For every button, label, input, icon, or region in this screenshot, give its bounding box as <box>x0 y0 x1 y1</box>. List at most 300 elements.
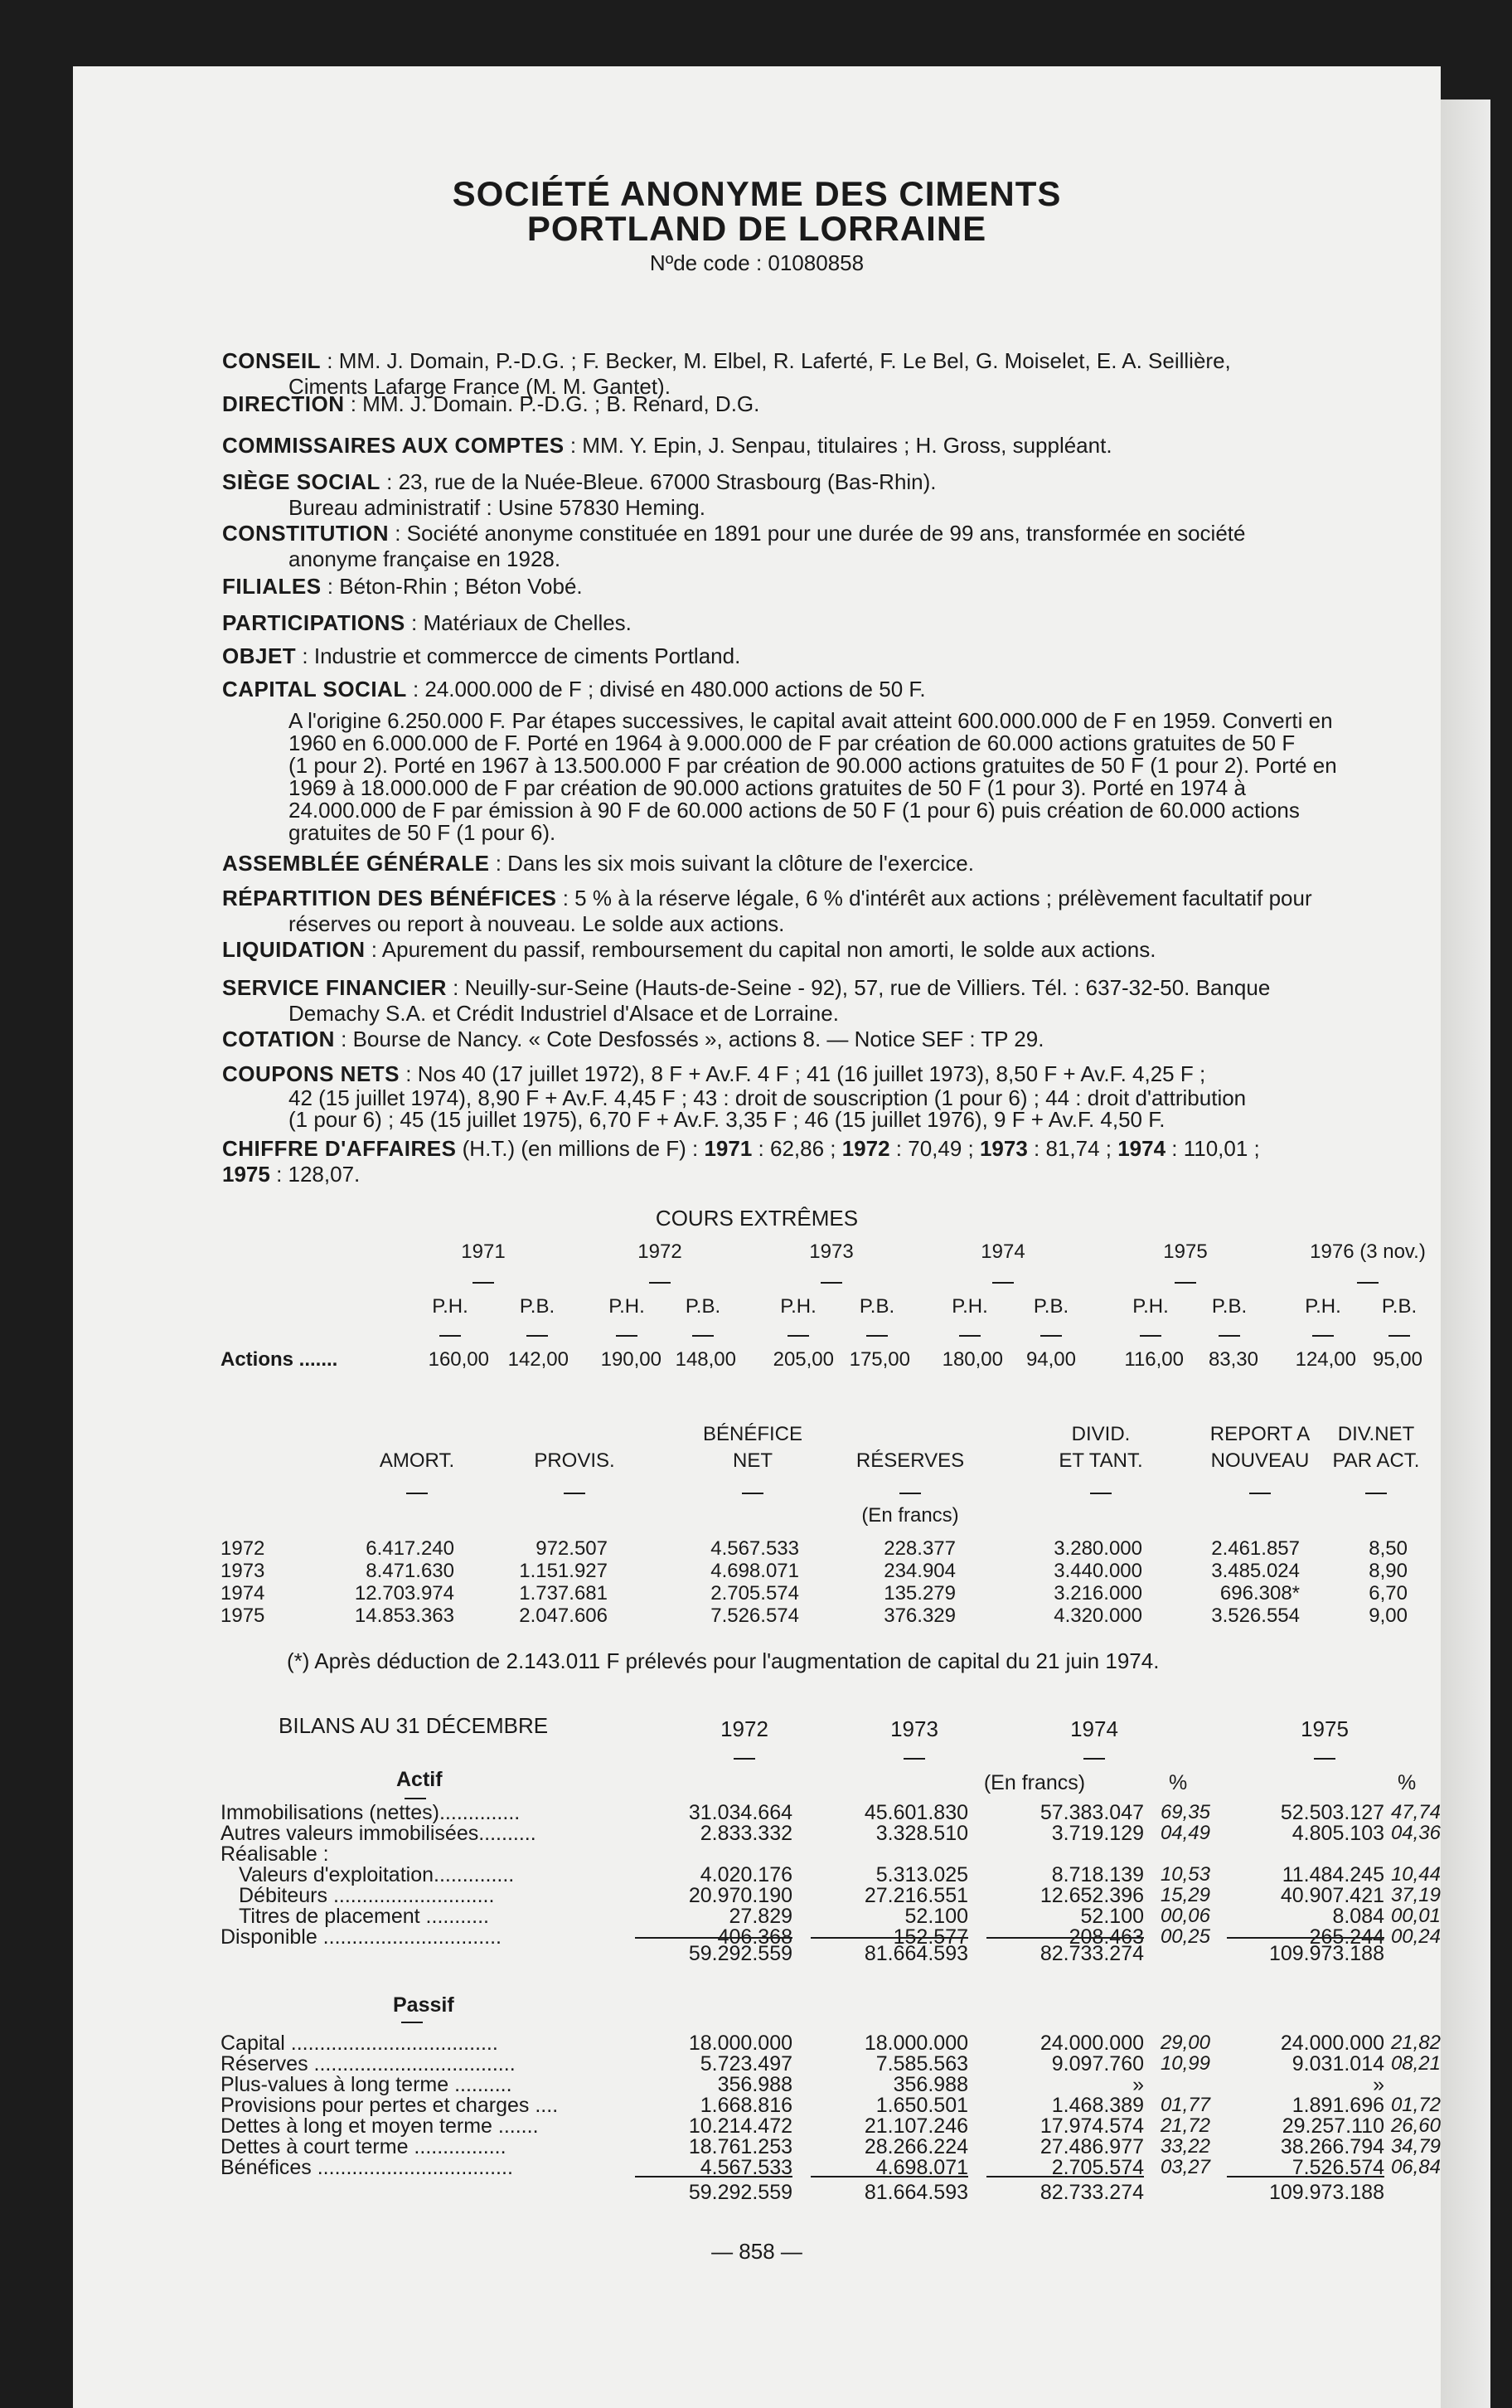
chiffre-year: 1971 <box>704 1136 753 1161</box>
cours-col-rule <box>1388 1335 1410 1337</box>
passif-row-p74: 33,22 <box>1160 2135 1210 2158</box>
passif-row-v75: 9.031.014 <box>1292 2052 1384 2075</box>
section-line <box>222 643 1408 669</box>
cours-value: 142,00 <box>507 1348 569 1371</box>
actif-row-p74: 00,25 <box>1160 1925 1210 1948</box>
section-key: CONSEIL <box>222 348 322 373</box>
section-line <box>222 975 1408 1001</box>
results-header-l2: NET <box>733 1449 773 1472</box>
section-assembl-e-g-n-rale <box>222 851 1408 876</box>
results-header-l2: PAR ACT. <box>1332 1449 1420 1472</box>
passif-row-v74: 9.097.760 <box>1051 2052 1144 2075</box>
actif-row-v75: 4.805.103 <box>1292 1822 1384 1845</box>
results-reserves: 234.904 <box>884 1560 956 1582</box>
section-participations <box>222 610 1408 636</box>
cours-col-rule <box>692 1335 714 1337</box>
results-year: 1974 <box>220 1582 265 1605</box>
section-key: COMMISSAIRES AUX COMPTES <box>222 433 565 458</box>
passif-row-p75: 21,82 <box>1390 2032 1441 2054</box>
passif-row-v74: 1.468.389 <box>1051 2094 1144 2117</box>
results-header-rule <box>406 1493 428 1494</box>
actif-row-p75: 00,01 <box>1390 1905 1441 1927</box>
coupons-block <box>222 1061 1408 1130</box>
actif-row-v72: 31.034.664 <box>688 1801 792 1824</box>
results-divid: 4.320.000 <box>1054 1605 1142 1627</box>
section-text: : MM. J. Domain, P.-D.G. ; F. Becker, M. Elbel, R. Laferté, F. Le Bel, G. Moiselet, E. A. Seillière, <box>321 348 1231 373</box>
results-note: (*) Après déduction de 2.143.011 F prélevés pour l'augmentation de capital du 21 juin 1974. <box>287 1648 1160 1673</box>
cours-value: 190,00 <box>600 1348 662 1371</box>
chiffre-line-2 <box>222 1162 1408 1187</box>
actif-row-v73: 45.601.830 <box>864 1801 968 1824</box>
section-continuation: anonyme française en 1928. <box>288 546 561 571</box>
results-benef: 7.526.574 <box>710 1605 799 1627</box>
actif-row-v74: 52.100 <box>1080 1905 1144 1928</box>
chiffre-year: 1974 <box>1117 1136 1166 1161</box>
passif-row-p74: 01,77 <box>1160 2094 1210 2116</box>
chiffre-value: : 128,07. <box>269 1162 361 1187</box>
chiffre-value: : 81,74 ; <box>1027 1136 1118 1161</box>
section-line <box>222 886 1408 911</box>
passif-total-v74: 82.733.274 <box>986 2176 1144 2205</box>
results-reserves: 135.279 <box>884 1582 956 1605</box>
capital-history-line: 24.000.000 de F par émission à 90 F de 60.000 actions de 50 F (1 pour 6) puis création de 60.000 actions <box>288 798 1300 823</box>
results-header-l2: AMORT. <box>379 1449 455 1472</box>
passif-row-label: Plus-values à long terme .......... <box>220 2073 512 2096</box>
passif-row-p75: 08,21 <box>1390 2052 1441 2075</box>
actif-row-v75: 11.484.245 <box>1282 1863 1384 1886</box>
section-key: SIÈGE SOCIAL <box>222 469 380 494</box>
cours-col-header: P.H. <box>608 1295 645 1318</box>
actif-row-v72: 20.970.190 <box>688 1884 792 1907</box>
section-text: : 24.000.000 de F ; divisé en 480.000 actions de 50 F. <box>406 677 926 702</box>
company-code: Nºde code : 01080858 <box>649 250 865 275</box>
cours-year-rule <box>472 1282 494 1284</box>
actif-row-v74: 8.718.139 <box>1051 1863 1144 1886</box>
section-continuation: Ciments Lafarge France (M. M. Gantet). <box>288 374 671 399</box>
results-header-l2: RÉSERVES <box>855 1449 965 1472</box>
section-text: : Industrie et commercce de ciments Portland. <box>296 643 741 668</box>
results-year: 1972 <box>220 1537 265 1560</box>
section-key: DIRECTION <box>222 391 345 416</box>
results-amort: 12.703.974 <box>354 1582 454 1605</box>
passif-row-p75: 06,84 <box>1390 2156 1441 2178</box>
passif-row-p75: 26,60 <box>1390 2114 1441 2137</box>
coupons-line <box>222 1061 1408 1087</box>
bilans-year-rule <box>734 1758 755 1760</box>
passif-row-v73: 21.107.246 <box>864 2114 968 2138</box>
section-continuation: Demachy S.A. et Crédit Industriel d'Alsace et de Lorraine. <box>288 1001 839 1026</box>
passif-row-v74: » <box>1132 2073 1144 2096</box>
company-title-line1: SOCIÉTÉ ANONYME DES CIMENTS <box>452 174 1062 213</box>
cours-year-rule <box>1175 1282 1196 1284</box>
results-header-l1: REPORT A <box>1209 1423 1311 1445</box>
results-divid: 3.216.000 <box>1054 1582 1142 1605</box>
actif-row-v74: 57.383.047 <box>1040 1801 1144 1824</box>
section-cotation <box>222 1027 1408 1052</box>
section-direction <box>222 391 1408 417</box>
actif-total-v73: 81.664.593 <box>811 1937 968 1966</box>
results-divnet: 6,70 <box>1369 1582 1408 1605</box>
results-year: 1973 <box>220 1560 265 1582</box>
cours-value: 180,00 <box>942 1348 1003 1371</box>
results-reserves: 376.329 <box>884 1605 956 1627</box>
actif-row-v72: 4.020.176 <box>700 1863 792 1886</box>
cours-col-header: P.B. <box>1381 1295 1418 1318</box>
section-key: RÉPARTITION DES BÉNÉFICES <box>222 886 557 910</box>
actif-row-p74: 00,06 <box>1160 1905 1210 1927</box>
cours-year-rule <box>821 1282 842 1284</box>
passif-row-v75: 38.266.794 <box>1280 2135 1384 2158</box>
cours-value: 175,00 <box>849 1348 910 1371</box>
actif-row-p74: 10,53 <box>1160 1863 1210 1886</box>
passif-row-p74: 03,27 <box>1160 2156 1210 2178</box>
section-text: : Matériaux de Chelles. <box>405 610 632 635</box>
bilans-title: BILANS AU 31 DÉCEMBRE <box>279 1713 549 1738</box>
results-report: 3.526.554 <box>1211 1605 1300 1627</box>
results-benef: 4.567.533 <box>710 1537 799 1560</box>
actif-row-v74: 12.652.396 <box>1040 1884 1144 1907</box>
passif-total-v72: 59.292.559 <box>635 2176 792 2205</box>
section-text: : Dans les six mois suivant la clôture de l'exercice. <box>489 851 974 876</box>
passif-row-p75: 01,72 <box>1390 2094 1441 2116</box>
results-header-rule <box>1090 1493 1112 1494</box>
pct-1974: % <box>1169 1771 1188 1794</box>
actif-row-v72: 406.368 <box>717 1925 792 1949</box>
actif-row-v73: 152.577 <box>893 1925 968 1949</box>
passif-row-v75: 7.526.574 <box>1292 2156 1384 2179</box>
cours-year: 1973 <box>809 1240 854 1263</box>
passif-row-label: Provisions pour pertes et charges .... <box>220 2094 559 2117</box>
section-continuation: Bureau administratif : Usine 57830 Heming. <box>288 495 705 520</box>
passif-row-label: Réserves ................................... <box>220 2052 516 2075</box>
section-line <box>222 469 1408 495</box>
actif-label: Actif <box>396 1768 443 1791</box>
section-constitution <box>222 521 1408 572</box>
passif-row-label: Dettes à long et moyen terme ....... <box>220 2114 539 2138</box>
coupons-cont: (1 pour 6) ; 45 (15 juillet 1975), 6,70 F + Av.F. 3,35 F ; 46 (15 juillet 1976), 9 F + Av.F. 4,50 F. <box>288 1107 1166 1132</box>
results-divid: 3.280.000 <box>1054 1537 1142 1560</box>
cours-col-rule <box>959 1335 981 1337</box>
bilans-year: 1974 <box>1070 1716 1118 1741</box>
actif-rule <box>405 1798 426 1799</box>
results-provis: 1.151.927 <box>519 1560 608 1582</box>
section-text: : 23, rue de la Nuée-Bleue. 67000 Strasbourg (Bas-Rhin). <box>380 469 937 494</box>
results-header-l2: NOUVEAU <box>1210 1449 1310 1472</box>
section-key: CHIFFRE D'AFFAIRES <box>222 1136 457 1161</box>
actif-row-v75: 265.244 <box>1309 1925 1384 1949</box>
section-key: OBJET <box>222 643 297 668</box>
results-reserves: 228.377 <box>884 1537 956 1560</box>
actif-row-label: Valeurs d'exploitation.............. <box>239 1863 515 1886</box>
section-text: : MM. J. Domain. P.-D.G. ; B. Renard, D.G. <box>344 391 760 416</box>
cours-row-label: Actions ....... <box>220 1348 338 1371</box>
capital-history-line: 1969 à 18.000.000 de F par création de 90.000 actions gratuites de 50 F (1 pour 3). Porté en 1974 à <box>288 775 1246 800</box>
actif-row-label: Disponible ............................... <box>220 1925 502 1949</box>
actif-row-v75: 52.503.127 <box>1280 1801 1384 1824</box>
section-continuation: réserves ou report à nouveau. Le solde aux actions. <box>288 911 785 936</box>
section-key: CAPITAL SOCIAL <box>222 677 407 702</box>
section-liquidation <box>222 937 1408 963</box>
bilans-year: 1975 <box>1301 1716 1349 1741</box>
capital-history-line: 1960 en 6.000.000 de F. Porté en 1964 à 9.000.000 de F par création de 60.000 actions gratuites de 50 F <box>288 731 1296 755</box>
results-report: 2.461.857 <box>1211 1537 1300 1560</box>
section-key: COUPONS NETS <box>222 1061 400 1086</box>
section-key: ASSEMBLÉE GÉNÉRALE <box>222 851 490 876</box>
actif-row-v75: 40.907.421 <box>1280 1884 1384 1907</box>
cours-col-rule <box>788 1335 809 1337</box>
cours-value: 205,00 <box>773 1348 834 1371</box>
results-header-l2: ET TANT. <box>1059 1449 1143 1472</box>
cours-col-rule <box>1312 1335 1334 1337</box>
coupons-text: : Nos 40 (17 juillet 1972), 8 F + Av.F. 4 F ; 41 (16 juillet 1973), 8,50 F + Av.F. 4,25 F ; <box>400 1061 1206 1086</box>
section-key: COTATION <box>222 1027 335 1051</box>
section-line <box>222 937 1408 963</box>
cours-col-header: P.B. <box>519 1295 555 1318</box>
section-line <box>222 391 1408 417</box>
cours-col-header: P.H. <box>1132 1295 1169 1318</box>
actif-row-p75: 10,44 <box>1390 1863 1441 1886</box>
section-si-ge-social <box>222 469 1408 521</box>
passif-row-v72: 4.567.533 <box>700 2156 792 2179</box>
cours-value: 148,00 <box>675 1348 736 1371</box>
cours-value: 160,00 <box>428 1348 489 1371</box>
actif-row-label: Débiteurs ............................ <box>239 1884 495 1907</box>
capital-history-line: A l'origine 6.250.000 F. Par étapes successives, le capital avait atteint 600.000.000 de F en 1959. Converti en <box>288 708 1333 733</box>
results-header-rule <box>564 1493 585 1494</box>
actif-row-v72: 2.833.332 <box>700 1822 792 1845</box>
cours-col-header: P.H. <box>952 1295 988 1318</box>
cours-col-rule <box>1140 1335 1161 1337</box>
passif-row-v72: 5.723.497 <box>700 2052 792 2075</box>
actif-row-v73: 27.216.551 <box>864 1884 968 1907</box>
actif-row-p75: 04,36 <box>1390 1822 1441 1844</box>
results-header-l1: DIVID. <box>1071 1423 1131 1445</box>
chiffre-value: : 70,49 ; <box>889 1136 980 1161</box>
results-amort: 14.853.363 <box>354 1605 454 1627</box>
results-report: 696.308* <box>1219 1582 1300 1605</box>
passif-row-v75: 29.257.110 <box>1282 2114 1384 2138</box>
passif-row-p74: 29,00 <box>1160 2032 1210 2054</box>
results-year: 1975 <box>220 1605 265 1627</box>
cours-year-rule <box>992 1282 1014 1284</box>
actif-total-v75: 109.973.188 <box>1227 1937 1384 1966</box>
results-header-l1: DIV.NET <box>1337 1423 1415 1445</box>
bilans-year: 1973 <box>890 1716 938 1741</box>
passif-row-v73: 28.266.224 <box>864 2135 968 2158</box>
chiffre-line <box>222 1136 1408 1162</box>
actif-total-v72: 59.292.559 <box>635 1937 792 1966</box>
passif-row-v73: 356.988 <box>893 2073 968 2096</box>
actif-row-label: Réalisable : <box>220 1842 329 1866</box>
passif-row-v73: 18.000.000 <box>864 2032 968 2055</box>
results-benef: 4.698.071 <box>710 1560 799 1582</box>
results-provis: 2.047.606 <box>519 1605 608 1627</box>
passif-row-v74: 2.705.574 <box>1051 2156 1144 2179</box>
passif-row-v75: » <box>1373 2073 1384 2096</box>
actif-row-v73: 52.100 <box>904 1905 968 1928</box>
passif-total-v75: 109.973.188 <box>1227 2176 1384 2205</box>
actif-row-v73: 3.328.510 <box>875 1822 968 1845</box>
chiffre-block <box>222 1136 1408 1187</box>
cours-value: 94,00 <box>1025 1348 1076 1371</box>
cours-col-header: P.B. <box>685 1295 721 1318</box>
actif-row-v74: 208.463 <box>1069 1925 1144 1949</box>
cours-col-header: P.B. <box>859 1295 895 1318</box>
section-commissaires-aux-comptes <box>222 433 1408 459</box>
page-number: — 858 — <box>711 2239 802 2264</box>
actif-row-v75: 8.084 <box>1332 1905 1384 1928</box>
coupons-cont: 42 (15 juillet 1974), 8,90 F + Av.F. 4,45 F ; 43 : droit de souscription (1 pour 6) ; 44 : droit d'attribution <box>288 1085 1247 1110</box>
results-report: 3.485.024 <box>1211 1560 1300 1582</box>
passif-label: Passif <box>393 1993 454 2017</box>
cours-year-rule <box>1357 1282 1379 1284</box>
results-divnet: 8,50 <box>1369 1537 1408 1560</box>
passif-row-v72: 1.668.816 <box>700 2094 792 2117</box>
section-line <box>222 610 1408 636</box>
capital-history-line: gratuites de 50 F (1 pour 6). <box>288 820 556 845</box>
chiffre-year: 1972 <box>841 1136 890 1161</box>
section-text: : 5 % à la réserve légale, 6 % d'intérêt aux actions ; prélèvement facultatif pour <box>556 886 1312 910</box>
cours-col-header: P.B. <box>1033 1295 1069 1318</box>
results-provis: 1.737.681 <box>519 1582 608 1605</box>
passif-row-v74: 17.974.574 <box>1040 2114 1144 2138</box>
actif-row-p74: 15,29 <box>1160 1884 1210 1906</box>
cours-value: 95,00 <box>1372 1348 1422 1371</box>
actif-row-p75: 47,74 <box>1390 1801 1441 1823</box>
results-amort: 8.471.630 <box>366 1560 454 1582</box>
capital-history-line: (1 pour 2). Porté en 1967 à 13.500.000 F par création de 90.000 actions gratuites de 50 F (1 pour 2). Porté en <box>288 753 1337 778</box>
results-header-rule <box>1249 1493 1271 1494</box>
document-page <box>73 66 1441 2408</box>
cours-year: 1975 <box>1163 1240 1208 1263</box>
results-header-l1: BÉNÉFICE <box>702 1423 803 1445</box>
passif-row-p74: 21,72 <box>1160 2114 1210 2137</box>
chiffre-year: 1975 <box>222 1162 270 1187</box>
adjacent-page-edge <box>1441 100 1490 2408</box>
chiffre-intro: (H.T.) (en millions de F) : <box>456 1136 705 1161</box>
section-line <box>222 521 1408 546</box>
company-title-line2: PORTLAND DE LORRAINE <box>526 209 987 248</box>
section-text: : Bourse de Nancy. « Cote Desfossés », actions 8. — Notice SEF : TP 29. <box>334 1027 1044 1051</box>
passif-total-v73: 81.664.593 <box>811 2176 968 2205</box>
section-line <box>222 574 1408 600</box>
section-line <box>222 851 1408 876</box>
cours-col-header: P.H. <box>432 1295 468 1318</box>
results-amort: 6.417.240 <box>366 1537 454 1560</box>
section-line <box>222 433 1408 459</box>
passif-row-v72: 18.761.253 <box>688 2135 792 2158</box>
passif-rule <box>401 2022 423 2023</box>
section-text: : Béton-Rhin ; Béton Vobé. <box>321 574 583 599</box>
chiffre-value: : 110,01 ; <box>1166 1136 1260 1161</box>
chiffre-year: 1973 <box>979 1136 1028 1161</box>
cours-col-header: P.B. <box>1211 1295 1248 1318</box>
section-text: : MM. Y. Epin, J. Senpau, titulaires ; H. Gross, suppléant. <box>564 433 1112 458</box>
actif-row-v72: 27.829 <box>729 1905 792 1928</box>
passif-row-v75: 24.000.000 <box>1280 2032 1384 2055</box>
section-key: SERVICE FINANCIER <box>222 975 447 1000</box>
cours-col-rule <box>616 1335 637 1337</box>
actif-row-p75: 37,19 <box>1390 1884 1441 1906</box>
bilans-year-rule <box>1314 1758 1335 1760</box>
passif-row-v73: 1.650.501 <box>875 2094 968 2117</box>
section-filiales <box>222 574 1408 600</box>
section-key: PARTICIPATIONS <box>222 610 405 635</box>
results-header-rule <box>899 1493 921 1494</box>
passif-row-p75: 34,79 <box>1390 2135 1441 2158</box>
passif-row-v73: 4.698.071 <box>875 2156 968 2179</box>
passif-row-v72: 18.000.000 <box>688 2032 792 2055</box>
results-header-rule <box>1365 1493 1387 1494</box>
cours-value: 124,00 <box>1295 1348 1356 1371</box>
bilans-year-rule <box>1083 1758 1105 1760</box>
actif-row-v73: 5.313.025 <box>875 1863 968 1886</box>
passif-row-p74: 10,99 <box>1160 2052 1210 2075</box>
results-divnet: 9,00 <box>1369 1605 1408 1627</box>
results-divnet: 8,90 <box>1369 1560 1408 1582</box>
actif-row-label: Immobilisations (nettes).............. <box>220 1801 521 1824</box>
cours-year-rule <box>649 1282 671 1284</box>
results-divid: 3.440.000 <box>1054 1560 1142 1582</box>
bilans-year: 1972 <box>720 1716 768 1741</box>
bilans-year-rule <box>904 1758 925 1760</box>
cours-col-rule <box>1040 1335 1062 1337</box>
section-line <box>222 348 1408 374</box>
actif-row-p74: 69,35 <box>1160 1801 1210 1823</box>
results-unit: (En francs) <box>861 1504 959 1527</box>
results-header-rule <box>742 1493 763 1494</box>
cours-year: 1972 <box>637 1240 682 1263</box>
passif-row-v74: 27.486.977 <box>1040 2135 1144 2158</box>
results-provis: 972.507 <box>536 1537 608 1560</box>
section-text: : Neuilly-sur-Seine (Hauts-de-Seine - 92), 57, rue de Villiers. Tél. : 637-32-50. Banque <box>446 975 1271 1000</box>
actif-row-v74: 3.719.129 <box>1051 1822 1144 1845</box>
actif-row-p75: 00,24 <box>1390 1925 1441 1948</box>
section-text: : Société anonyme constituée en 1891 pour une durée de 99 ans, transformée en société <box>389 521 1246 546</box>
passif-row-v75: 1.891.696 <box>1292 2094 1384 2117</box>
section-capital-social <box>222 677 1408 702</box>
cours-col-rule <box>439 1335 461 1337</box>
passif-row-label: Capital .................................... <box>220 2032 498 2055</box>
pct-1975: % <box>1398 1771 1417 1794</box>
actif-total-v74: 82.733.274 <box>986 1937 1144 1966</box>
section-key: CONSTITUTION <box>222 521 389 546</box>
section-line <box>222 1027 1408 1052</box>
section-service-financier <box>222 975 1408 1027</box>
section-key: FILIALES <box>222 574 322 599</box>
actif-row-label: Titres de placement ........... <box>239 1905 489 1928</box>
passif-row-v72: 356.988 <box>717 2073 792 2096</box>
cours-year: 1971 <box>461 1240 506 1263</box>
section-r-partition-des-b-n-fices <box>222 886 1408 937</box>
cours-col-rule <box>1219 1335 1240 1337</box>
passif-row-label: Dettes à court terme ................ <box>220 2135 506 2158</box>
results-benef: 2.705.574 <box>710 1582 799 1605</box>
passif-row-v73: 7.585.563 <box>875 2052 968 2075</box>
section-key: LIQUIDATION <box>222 937 366 962</box>
results-header-l2: PROVIS. <box>534 1449 615 1472</box>
cours-value: 116,00 <box>1124 1348 1184 1371</box>
cours-value: 83,30 <box>1208 1348 1258 1371</box>
cours-title: COURS EXTRÊMES <box>655 1206 859 1231</box>
actif-row-p74: 04,49 <box>1160 1822 1210 1844</box>
bilans-unit: (En francs) <box>983 1771 1086 1794</box>
section-line <box>222 677 1408 702</box>
chiffre-value: : 62,86 ; <box>752 1136 842 1161</box>
passif-row-label: Bénéfices .................................. <box>220 2156 513 2179</box>
section-objet <box>222 643 1408 669</box>
cours-col-header: P.H. <box>1305 1295 1341 1318</box>
